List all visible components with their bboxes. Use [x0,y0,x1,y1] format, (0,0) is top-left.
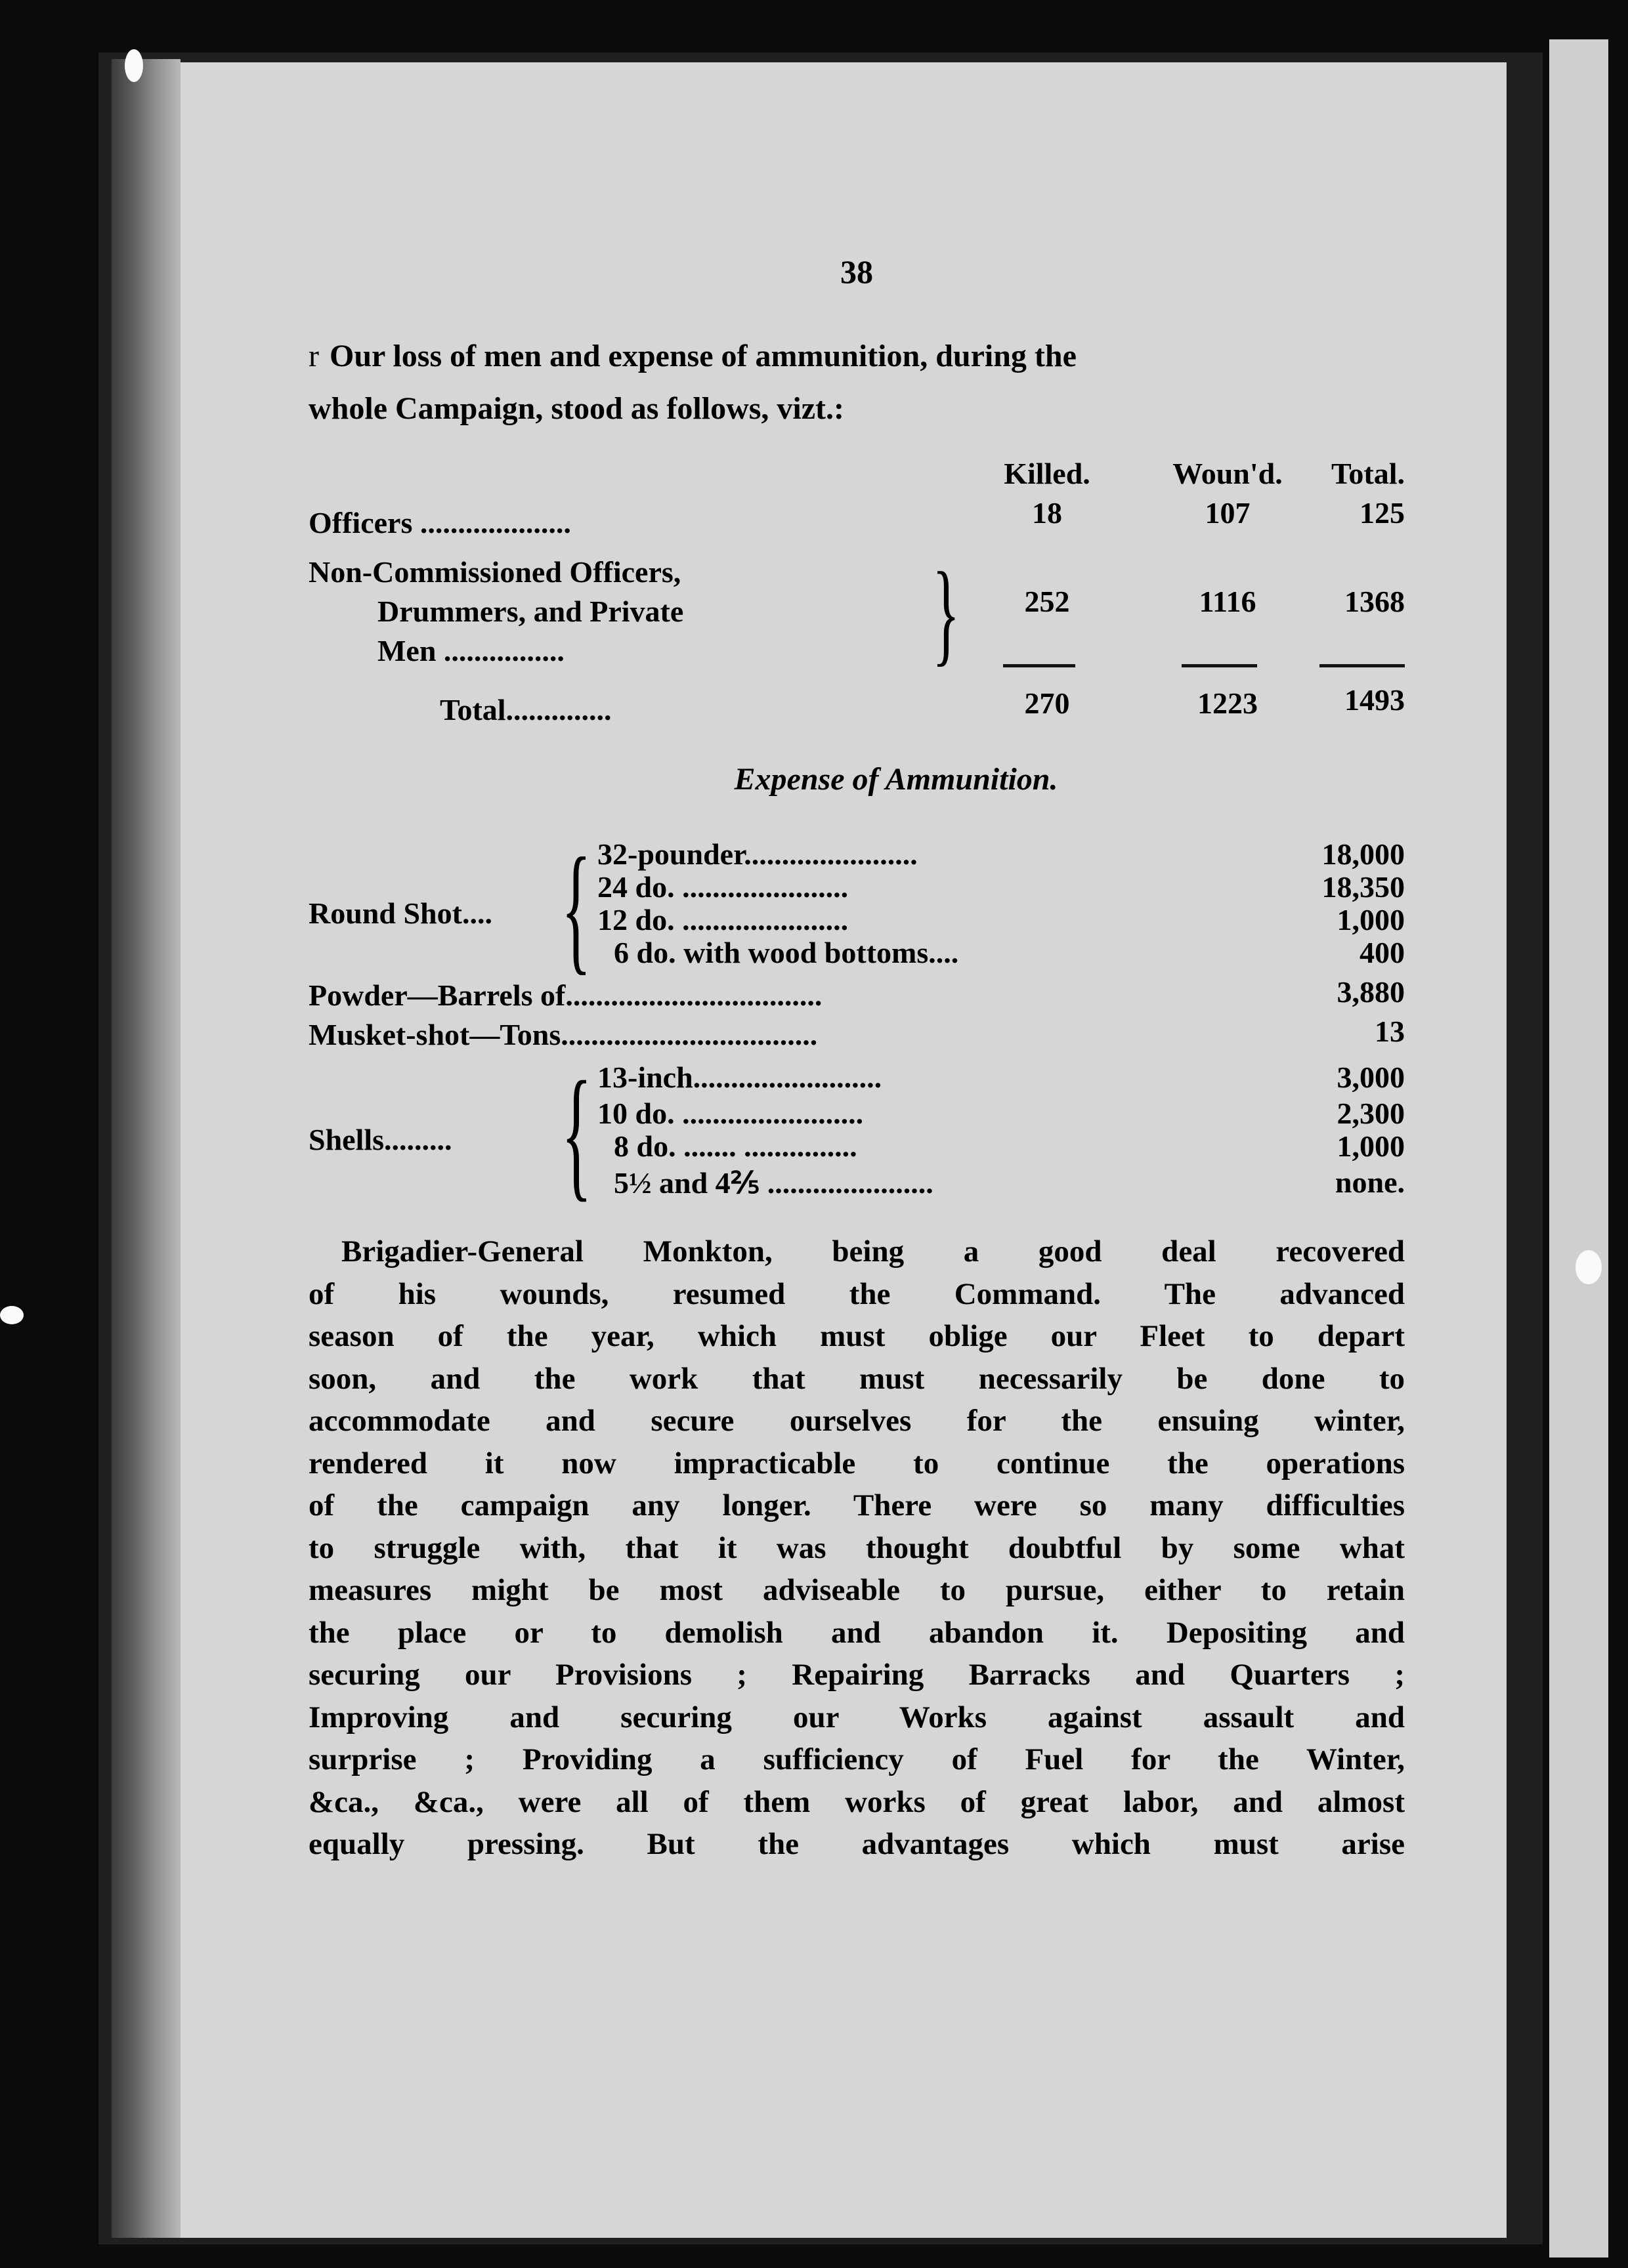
row-label-nco-3: Men ................ [377,634,565,667]
shells-value-3: 1,000 [1337,1129,1405,1163]
intro-line-1 [309,338,1405,374]
margin-mark: r [309,339,319,373]
sum-rule-total [1319,664,1405,667]
round-shot-item-2: 24 do. ...................... [597,870,849,904]
shells-item-4: 5½ and 4⅖ ...................... [614,1166,933,1200]
body-paragraph [309,1230,1405,1866]
paragraph-line: Brigadier-General Monkton, being a good deal recovered [341,1234,1405,1269]
header-wounded: Woun'd. [1172,457,1283,490]
paragraph-line: &ca., &ca., were all of them works of great labor, and almost [309,1784,1405,1819]
book-binding-edge [112,59,181,2238]
paragraph-line: of his wounds, resumed the Command. The advanced [309,1276,1405,1311]
nco-total: 1368 [1344,585,1405,618]
round-shot-value-3: 1,000 [1337,903,1405,936]
round-shot-value-4: 400 [1360,936,1405,969]
paragraph-line: measures might be most adviseable to pursue, either to retain [309,1573,1405,1607]
officers-wounded: 107 [1205,496,1251,530]
intro-text-1: Our loss of men and expense of ammunition, during the [329,339,1077,373]
shells-value-4: none. [1335,1166,1405,1199]
scan-blot [0,1306,24,1324]
shells-label: Shells......... [309,1123,452,1156]
row-label-nco-2: Drummers, and Private [377,595,684,628]
total-killed: 270 [1024,686,1070,720]
row-label-officers: Officers .................... [309,506,571,539]
nco-wounded: 1116 [1199,585,1256,618]
header-total: Total. [1331,457,1405,490]
paragraph-line: the place or to demolish and abandon it. Depositing and [309,1615,1405,1650]
facing-page-edge [1549,39,1608,2258]
page-number: 38 [840,253,873,290]
paragraph-line: rendered it now impracticable to continue the operations [309,1446,1405,1480]
powder-value: 3,880 [1337,975,1405,1009]
round-shot-item-3: 12 do. ...................... [597,903,849,936]
sum-rule-killed [1003,664,1075,667]
total-wounded: 1223 [1197,686,1258,720]
shells-item-2: 10 do. ........................ [597,1097,864,1130]
musket-shot-line: Musket-shot—Tons.................................. [309,1018,818,1051]
left-brace-shells: { [561,1051,592,1215]
officers-total: 125 [1360,496,1405,530]
header-killed: Killed. [1004,457,1090,490]
row-label-nco-1: Non-Commissioned Officers, [309,555,681,589]
shells-item-3: 8 do. ....... ............... [614,1129,857,1163]
officers-killed: 18 [1032,496,1062,530]
round-shot-item-1: 32-pounder....................... [597,837,918,871]
left-brace-round-shot: { [561,829,591,988]
paragraph-line: accommodate and secure ourselves for the ensuing winter, [309,1404,1405,1438]
total-total: 1493 [1344,683,1405,717]
paragraph-line: securing our Provisions ; Repairing Barracks and Quarters ; [309,1658,1405,1692]
intro-line-2: whole Campaign, stood as follows, vizt.: [309,391,845,426]
powder-line: Powder—Barrels of.................................. [309,978,823,1012]
paragraph-line: season of the year, which must oblige our Fleet to depart [309,1319,1405,1353]
paragraph-line: Improving and securing our Works against assault and [309,1700,1405,1734]
nco-killed: 252 [1024,585,1070,618]
musket-shot-value: 13 [1375,1015,1405,1048]
shells-value-2: 2,300 [1337,1097,1405,1130]
scan-blot [125,49,143,82]
paragraph-line: to struggle with, that it was thought doubtful by some what [309,1530,1405,1565]
paragraph-line: equally pressing. But the advantages which must arise [309,1827,1405,1861]
sum-rule-wounded [1182,664,1257,667]
shells-item-1: 13-inch......................... [597,1060,882,1094]
paragraph-line: of the campaign any longer. There were so many difficulties [309,1488,1405,1522]
round-shot-label: Round Shot.... [309,896,492,930]
row-label-total: Total.............. [440,693,612,726]
shells-value-1: 3,000 [1337,1060,1405,1094]
scan-blot [1575,1250,1602,1284]
paragraph-line: soon, and the work that must necessarily be done to [309,1361,1405,1396]
round-shot-value-2: 18,350 [1321,870,1405,904]
round-shot-item-4: 6 do. with wood bottoms.... [614,936,959,969]
right-brace-nco: } [932,548,960,677]
paragraph-line: surprise ; Providing a sufficiency of Fuel for the Winter, [309,1742,1405,1776]
ammunition-title: Expense of Ammunition. [734,762,1058,797]
round-shot-value-1: 18,000 [1321,837,1405,871]
